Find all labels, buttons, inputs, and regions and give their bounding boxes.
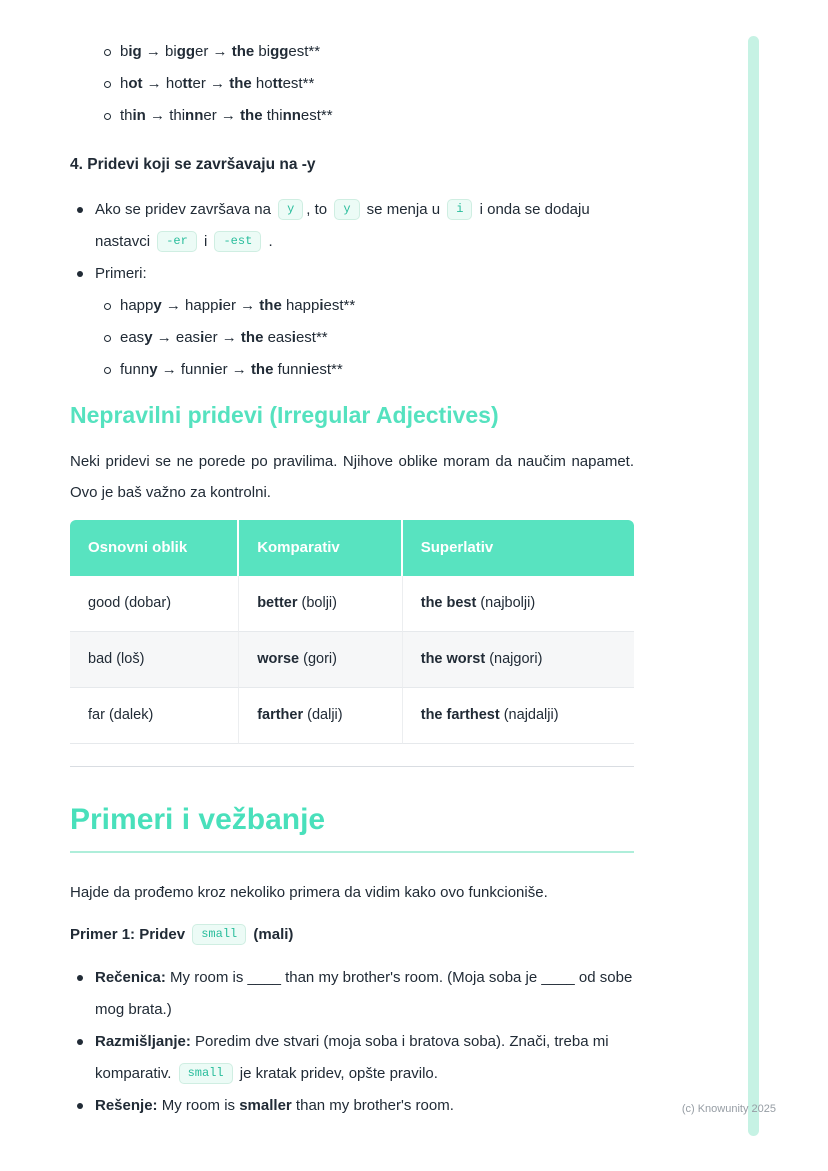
list-item-happy <box>95 290 634 322</box>
irregular-intro-paragraph: Neki pridevi se ne porede po pravilima. Njihove oblike moram da naučim napamet. Ovo je baš važno za kontrolni. <box>70 453 634 501</box>
text-segment: est** <box>323 297 356 314</box>
text-segment: gg <box>270 43 289 60</box>
text-segment: (dalji) <box>303 707 343 723</box>
text-segment: My room is <box>157 1097 240 1114</box>
text-segment: tt <box>272 75 283 92</box>
text-segment: (bolji) <box>297 595 337 611</box>
text-segment: → happ <box>161 297 219 314</box>
example1-list <box>70 962 634 1122</box>
text-segment: er → <box>195 43 232 60</box>
text-segment: (najdalji) <box>499 707 559 723</box>
section-heading-y-adjectives: 4. Pridevi koji se završavaju na -y <box>70 156 316 173</box>
list-item-y-rule <box>70 194 634 258</box>
text-segment: Poredim dve stvari (moja soba i bratova soba). Znači, treba mi komparativ. <box>95 1033 609 1082</box>
table-cell <box>70 632 239 688</box>
text-segment: the <box>229 75 252 92</box>
text-segment: i <box>199 233 212 250</box>
text-segment: tt <box>182 75 193 92</box>
text-segment: (mali) <box>249 926 294 943</box>
text-segment: (gori) <box>299 651 337 667</box>
text-segment: est** <box>300 107 333 124</box>
text-segment: the <box>231 43 255 60</box>
text-segment: happ <box>120 297 154 314</box>
text-segment: (najgori) <box>485 651 543 667</box>
text-segment: farther <box>257 707 304 723</box>
inline-code-chip: y <box>278 199 303 220</box>
list-item-razmisljanje <box>70 1026 634 1090</box>
text-segment: My room is ____ than my brother's room. (Moja soba je ____ od sobe mog brata.) <box>95 969 633 1018</box>
list-item-thin <box>70 100 634 132</box>
text-segment: er → <box>204 329 241 346</box>
practice-section-heading: Primeri i vežbanje <box>70 801 634 853</box>
text-segment: y <box>153 297 162 314</box>
text-segment: eas <box>120 329 145 346</box>
text-segment: er → <box>192 75 230 92</box>
text-segment: gg <box>176 43 196 60</box>
text-segment: → thi <box>145 107 186 124</box>
irregular-adjectives-heading: Nepravilni pridevi (Irregular Adjectives) <box>70 402 499 428</box>
inline-code-chip: -est <box>214 231 261 252</box>
column-header-komparativ: Komparativ <box>239 520 403 576</box>
text-segment: than my brother's room. <box>291 1097 454 1114</box>
text-segment: ho <box>251 75 273 92</box>
text-segment: the worst <box>420 651 486 667</box>
table-cell <box>239 688 403 744</box>
table-header-row <box>70 520 634 576</box>
text-segment: → bi <box>141 43 177 60</box>
text-segment: the <box>250 361 274 378</box>
text-segment: nn <box>185 107 204 124</box>
practice-intro-paragraph: Hajde da prođemo kroz nekoliko primera da vidim kako ovo funkcioniše. <box>70 884 548 901</box>
text-segment: bi <box>254 43 271 60</box>
text-segment: (najbolji) <box>476 595 536 611</box>
right-accent-bar <box>748 36 759 1136</box>
list-item-funny <box>95 354 634 386</box>
text-segment: Rešenje: <box>95 1097 158 1114</box>
list-item-hot <box>70 68 634 100</box>
text-segment: b <box>120 43 129 60</box>
text-segment: funn <box>273 361 307 378</box>
text-segment: i onda se dodaju nastavci <box>95 201 590 250</box>
text-segment: Rečenica: <box>95 969 166 986</box>
example1-title <box>70 920 634 950</box>
text-segment: funn <box>120 361 150 378</box>
text-segment: th <box>120 107 133 124</box>
table-row-far <box>70 688 634 744</box>
table-cell <box>403 632 634 688</box>
inline-code-chip: small <box>179 1063 233 1084</box>
inline-code-chip: small <box>192 924 246 945</box>
text-segment: thi <box>262 107 283 124</box>
list-item-resenje <box>70 1090 634 1122</box>
text-segment: i <box>218 297 223 314</box>
text-segment: i <box>319 297 324 314</box>
text-segment: the <box>240 107 263 124</box>
text-segment: h <box>120 75 129 92</box>
list-item-primeri <box>70 258 634 386</box>
column-header-osnovni-oblik: Osnovni oblik <box>70 520 239 576</box>
text-segment: Primer 1: Pridev <box>70 926 190 943</box>
inline-code-chip: i <box>447 199 472 220</box>
text-segment: good (dobar) <box>88 595 172 611</box>
text-segment: i <box>291 329 296 346</box>
text-segment: ig <box>128 43 142 60</box>
primeri-label: Primeri: <box>95 265 147 282</box>
text-segment: in <box>132 107 146 124</box>
text-segment: i <box>306 361 311 378</box>
text-segment: er → <box>203 107 241 124</box>
list-item-big <box>70 36 634 68</box>
table-cell <box>239 632 403 688</box>
inline-code-chip: y <box>334 199 359 220</box>
text-segment: est** <box>295 329 328 346</box>
text-segment: the <box>259 297 282 314</box>
document-content <box>70 36 634 1122</box>
y-rule-list <box>70 194 634 386</box>
text-segment: eas <box>263 329 292 346</box>
table-cell <box>70 576 239 632</box>
text-segment: → funn <box>157 361 211 378</box>
text-segment: i <box>200 329 205 346</box>
column-header-superlativ: Superlativ <box>403 520 634 576</box>
text-segment: est** <box>288 43 321 60</box>
text-segment: y <box>149 361 158 378</box>
table-row-good <box>70 576 634 632</box>
text-segment: smaller <box>239 1097 292 1114</box>
table-cell <box>403 688 634 744</box>
doubling-example-list <box>70 36 634 132</box>
text-segment: se menja u <box>362 201 445 218</box>
list-item-easy <box>95 322 634 354</box>
text-segment: the <box>240 329 264 346</box>
text-segment: Ako se pridev završava na <box>95 201 276 218</box>
irregular-adjectives-table <box>70 520 634 744</box>
text-segment: better <box>257 595 298 611</box>
table-cell <box>70 688 239 744</box>
text-segment: i <box>210 361 215 378</box>
text-segment: , to <box>306 201 332 218</box>
text-segment: happ <box>281 297 320 314</box>
text-segment: worse <box>257 651 300 667</box>
text-segment: the best <box>420 595 477 611</box>
text-segment: je kratak pridev, opšte pravilo. <box>235 1065 438 1082</box>
text-segment: y <box>144 329 153 346</box>
copyright-footer: (c) Knowunity 2025 <box>681 1103 776 1115</box>
list-item-recenica <box>70 962 634 1026</box>
text-segment: far (dalek) <box>88 707 154 723</box>
text-segment: est** <box>282 75 315 92</box>
table-cell <box>239 576 403 632</box>
text-segment: ot <box>128 75 143 92</box>
text-segment: nn <box>282 107 301 124</box>
text-segment: . <box>264 233 273 250</box>
text-segment: er → <box>214 361 251 378</box>
text-segment: → ho <box>142 75 183 92</box>
text-segment: bad (loš) <box>88 651 145 667</box>
section-divider <box>70 766 634 767</box>
text-segment: the farthest <box>420 707 500 723</box>
text-segment: er → <box>222 297 260 314</box>
text-segment: Razmišljanje: <box>95 1033 191 1050</box>
inline-code-chip: -er <box>157 231 197 252</box>
text-segment: est** <box>310 361 343 378</box>
table-cell <box>403 576 634 632</box>
text-segment: → eas <box>152 329 201 346</box>
table-row-bad <box>70 632 634 688</box>
y-example-list <box>95 290 634 386</box>
